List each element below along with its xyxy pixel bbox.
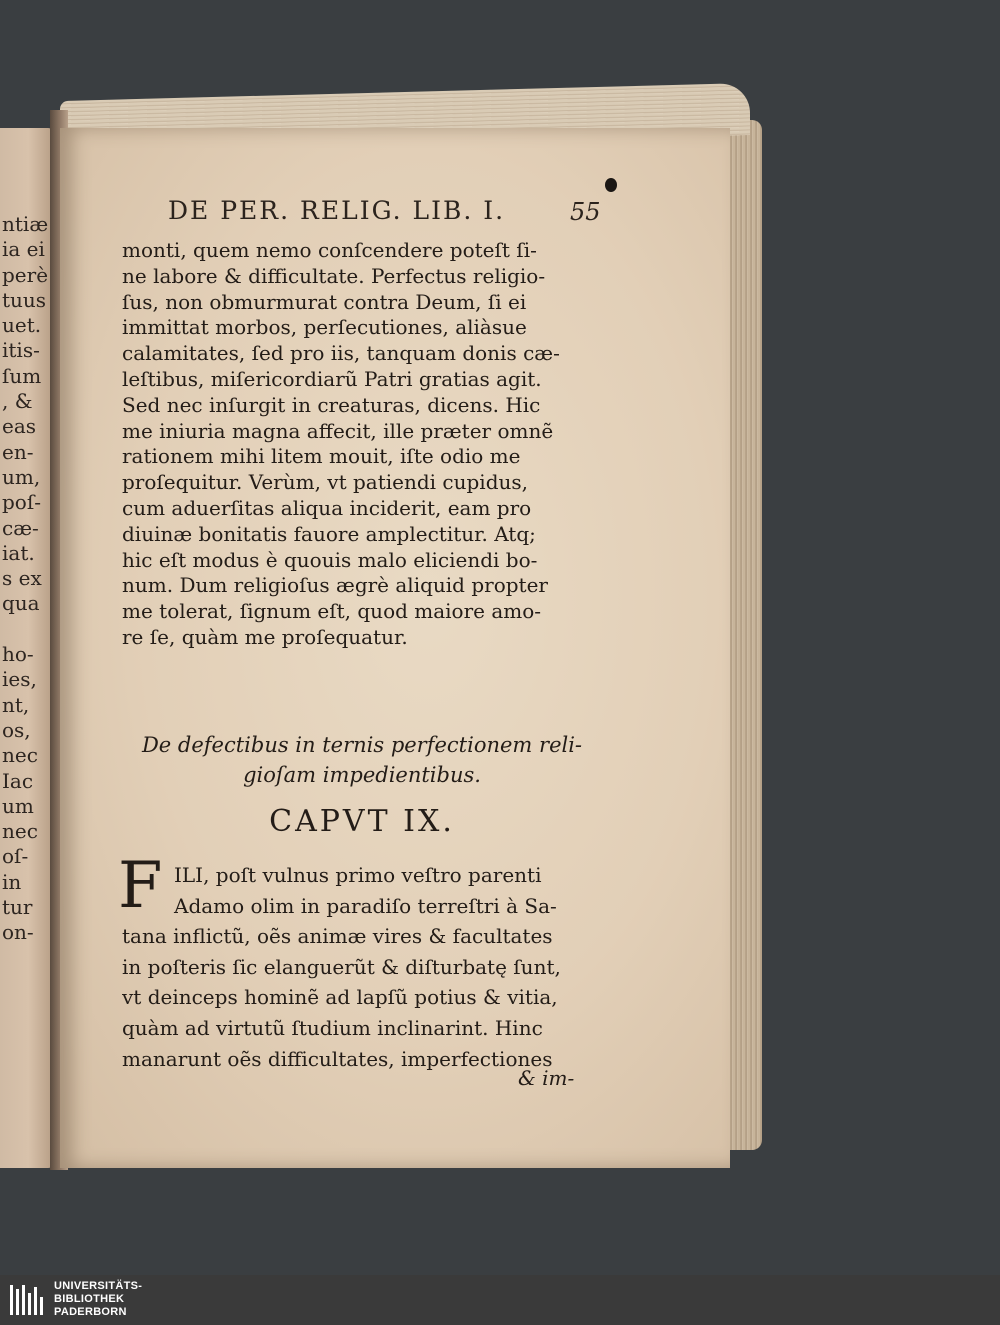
margin-fragment: poſ- [2,490,42,515]
margin-fragment: eas [2,414,37,439]
logo-line: BIBLIOTHEK [54,1293,125,1305]
text-line: immittat morbos, perſecutiones, aliàsue [122,315,527,340]
text-line: calamitates, ſed pro iis, tanquam donis cæ- [122,341,560,366]
text-line: ſus, non obmurmurat contra Deum, ſi ei [122,289,527,314]
text-line: ne labore & difficultate. Perfectus religio- [122,263,546,288]
margin-fragment: os, [2,717,31,742]
margin-fragment: , & [2,389,33,414]
logo-line: PADERBORN [54,1306,127,1318]
paragraph-text [122,238,602,651]
margin-fragment: ho- [2,642,34,667]
catchword: & im- [518,1066,575,1090]
library-logo-text [54,1280,142,1319]
margin-fragment: nec [2,743,38,768]
right-page [60,128,730,1168]
text-line: manarunt oẽs difficultates, imperfectiones [122,1046,553,1071]
heading-line: gioſam impedientibus. [243,763,481,787]
margin-fragment: en- [2,439,34,464]
margin-fragment: ia ei [2,237,45,262]
margin-fragment: Iac [2,768,34,793]
margin-fragment: s ex [2,566,42,591]
pinhole-mark [605,178,617,192]
text-line: Adamo olim in paradiſo terreſtri à Sa- [174,893,557,918]
text-line: ILI, poſt vulnus primo veſtro parenti [174,863,542,887]
margin-fragment: um [2,793,34,818]
margin-fragment: um, [2,464,41,489]
page-number: 55 [570,198,601,226]
text-line: re ſe, quàm me proſequatur. [122,624,408,649]
margin-fragment: ſum [2,363,42,388]
text-line: num. Dum religioſus ægrè aliquid propter [122,573,548,598]
margin-fragment: on- [2,920,34,945]
text-line: proſequitur. Verùm, vt patiendi cupidus, [122,470,528,495]
text-line: cum aduerſitas aliqua inciderit, eam pro [122,495,532,520]
margin-fragment: qua [2,591,40,616]
text-line: tana inflictũ, oẽs animæ vires & facultates [122,924,553,949]
margin-fragment: ntiæ [2,212,49,236]
text-line: rationem mihi litem mouit, iſte odio me [122,444,521,469]
margin-fragment: iat. [2,540,35,565]
chapter-title: CAPVT IX. [269,804,455,839]
text-line: me tolerat, ſignum eſt, quod maiore amo- [122,599,542,624]
margin-fragment [2,617,54,642]
margin-fragment: perè [2,262,49,287]
margin-fragment: ies, [2,667,37,692]
margin-fragment: uet. [2,313,42,338]
margin-fragment: oſ- [2,844,29,869]
margin-fragment: nt, [2,692,30,717]
logo-line: UNIVERSITÄTS- [54,1280,143,1292]
margin-fragment: nec [2,819,38,844]
running-head: DE PER. RELIG. LIB. I. [168,196,506,225]
text-line: Sed nec inſurgit in creaturas, dicens. Hic [122,392,541,417]
drop-cap: F [118,849,163,923]
text-line: in poſteris ſic elanguerũt & diſturbatę ſunt, [122,954,561,979]
text-line: leſtibus, miſericordiarũ Patri gratias agit. [122,366,542,391]
chapter-heading [122,730,602,790]
left-page [0,128,54,1168]
margin-fragment: tuus [2,287,47,312]
heading-line: De defectibus in ternis perfectionem reli- [141,733,583,757]
text-line: diuinæ bonitatis fauore amplectitur. Atq; [122,521,536,546]
margin-fragment: in [2,869,22,894]
margin-fragment: cæ- [2,515,39,540]
text-line: monti, quem nemo conſcendere poteſt ſi- [122,238,537,262]
margin-fragment: tur [2,895,33,920]
library-logo-icon [8,1283,46,1317]
chapter-text [118,849,602,1074]
text-line: quàm ad virtutũ ſtudium inclinarint. Hinc [122,1015,543,1040]
text-line: vt deinceps hominẽ ad lapſũ potius & vitia, [122,985,558,1010]
text-line: me iniuria magna affecit, ille præter omnẽ [122,418,554,443]
text-line: hic eſt modus è quouis malo eliciendi bo- [122,547,538,572]
left-page-fragments [2,212,54,946]
margin-fragment: itis- [2,338,40,363]
library-footer [0,1275,1000,1325]
